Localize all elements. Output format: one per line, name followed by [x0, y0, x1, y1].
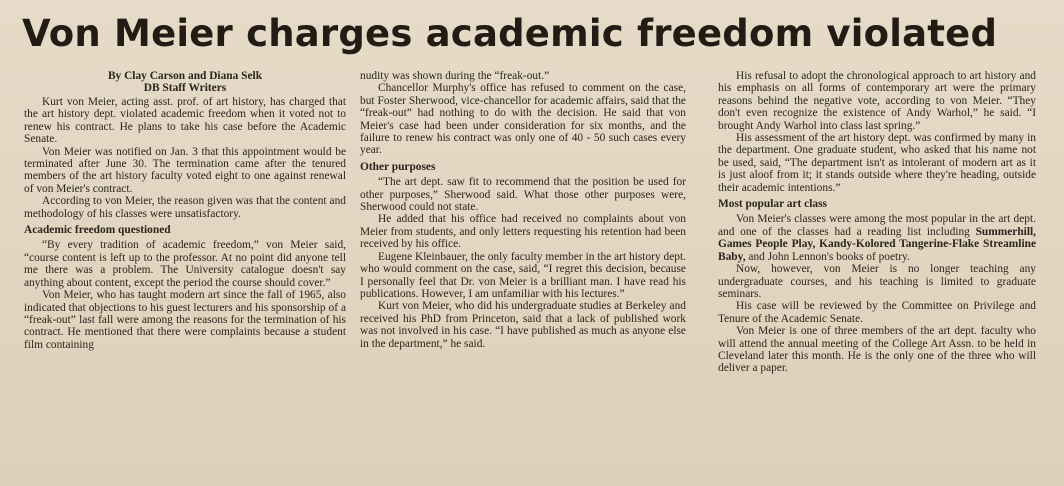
byline-authors: By Clay Carson and Diana Selk [107, 70, 263, 82]
column-2 [360, 70, 686, 350]
column-1 [24, 70, 346, 351]
paragraph: His case will be reviewed by the Committee on Privilege and Tenure of the Academic Senate. [718, 300, 1036, 325]
paragraph: Von Meier was notified on Jan. 3 that this appointment would be terminated after June 30. The termination came after the tenured members of the art history faculty voted eight to one against renewal of von Meier's contract. [24, 145, 346, 195]
paragraph [718, 213, 1036, 263]
subhead: Most popular art class [718, 198, 827, 211]
paragraph: According to von Meier, the reason given was that the content and methodology of his classes were unsatisfactory. [24, 195, 346, 220]
byline [24, 70, 346, 94]
book-titles: Summerhill, Games People Play, Kandy-Kolored Tangerine-Flake Streamline Baby, [718, 225, 1036, 263]
subhead: Academic freedom questioned [24, 224, 171, 237]
subhead: Other purposes [360, 160, 436, 173]
paragraph: “The art dept. saw fit to recommend that the position be used for other purposes,” Sherwood said. What those other purposes were, Sherwood could not state. [360, 176, 686, 214]
paragraph: Von Meier is one of three members of the art dept. faculty who will attend the annual meeting of the College Art Assn. to be held in Cleveland later this month. He is the only one of the three who will deliver a paper. [718, 325, 1036, 375]
paragraph: His assessment of the art history dept. was confirmed by many in the department. One graduate student, who asked that his name not be used, said, “The department isn't as intolerant of modern art as it is just aloof from it; it stands outside where they're heading, outside their academic intentions.” [718, 132, 1036, 194]
paragraph: nudity was shown during the “freak-out.” [360, 70, 550, 82]
paragraph: Chancellor Murphy's office has refused to comment on the case, but Foster Sherwood, vice-chancellor for academic affairs, said that the “freak-out” had nothing to do with the decision. He said that von Meier's case had been under consideration for six months, and the failure to renew his contract was only one of 40 - 50 such cases every year. [360, 82, 686, 157]
text-span: and John Lennon's books of poetry. [745, 250, 910, 263]
paragraph: Kurt von Meier, who did his undergraduate studies at Berkeley and received his PhD from Princeton, said that a lack of published work was not involved in his case. “I have published as much as anyone else in the department,” he said. [360, 300, 686, 350]
paragraph: Von Meier, who has taught modern art since the fall of 1965, also indicated that objections to his guest lecturers and his sponsorship of a “freak-out” last fall were among the reasons for the termination of his contract. He mentioned that there were complaints because a student film containing [24, 289, 346, 351]
paragraph: “By every tradition of academic freedom,” von Meier said, “course content is left up to the professor. At no point did anyone tell me there was a problem. The University catalogue doesn't say anything about content, except the period the course should cover.” [24, 239, 346, 289]
paragraph: Now, however, von Meier is no longer teaching any undergraduate courses, and his teaching is limited to graduate seminars. [718, 263, 1036, 300]
headline: Von Meier charges academic freedom violated [22, 12, 998, 55]
byline-staff: DB Staff Writers [143, 82, 227, 94]
paragraph: Eugene Kleinbauer, the only faculty member in the art history dept. who would comment on the case, said, “I regret this decision, because I personally feel that Dr. von Meier is a brilliant man. I have read his publications. However, I am unfamiliar with his lectures.” [360, 250, 686, 300]
paragraph: His refusal to adopt the chronological approach to art history and his emphasis on all forms of contemporary art were the primary reasons behind the negative vote, according to von Meier. “They don't even recognize the existence of Andy Warhol,” he said. “I brought Andy Warhol into class last spring.” [718, 70, 1036, 132]
text-span: Von Meier's classes were among the most popular in the art dept. and one of the classes had a reading list including [718, 213, 1036, 238]
column-3 [718, 70, 1036, 375]
paragraph: He added that his office had received no complaints about von Meier from students, and only letters requesting his retention had been received by his office. [360, 213, 686, 251]
paragraph: Kurt von Meier, acting asst. prof. of art history, has charged that the art history dept. violated academic freedom when it voted not to renew his contract. He plans to take his case before the Academic Senate. [24, 96, 346, 146]
